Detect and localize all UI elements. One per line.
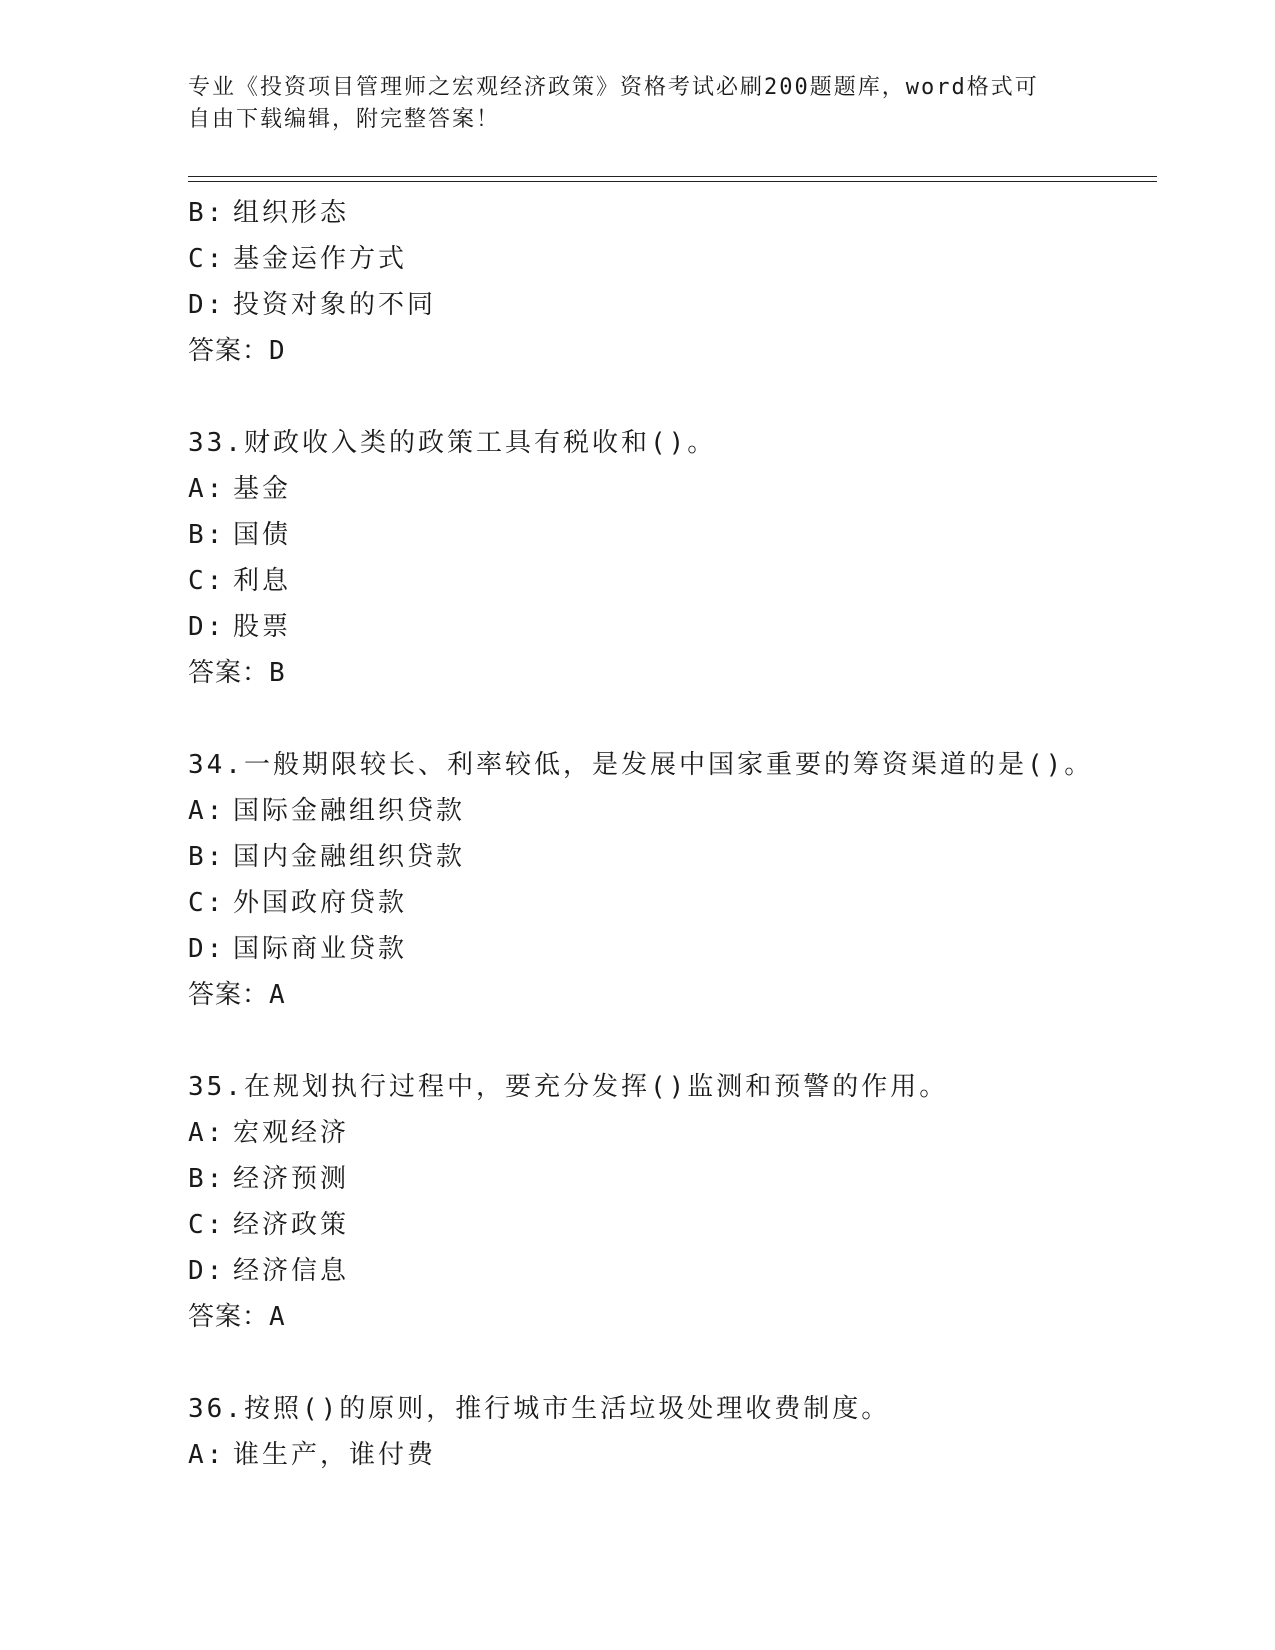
question-stem: 36.按照()的原则，推行城市生活垃圾处理收费制度。	[188, 1394, 891, 1424]
question-list	[188, 190, 1148, 1478]
option-d: D: 投资对象的不同	[188, 290, 437, 320]
option-b: B: 国内金融组织贷款	[188, 842, 466, 872]
answer-line: 答案：A	[188, 1302, 286, 1332]
header-rule-bottom	[188, 181, 1157, 182]
question-33	[188, 420, 1148, 696]
answer-line: 答案：D	[188, 336, 286, 366]
question-stem: 35.在规划执行过程中，要充分发挥()监测和预警的作用。	[188, 1072, 949, 1102]
option-c: C: 基金运作方式	[188, 244, 408, 274]
option-a: A: 国际金融组织贷款	[188, 796, 466, 826]
answer-line: 答案：B	[188, 658, 286, 688]
option-c: C: 利息	[188, 566, 292, 596]
question-stem: 34.一般期限较长、利率较低，是发展中国家重要的筹资渠道的是()。	[188, 750, 1094, 780]
option-c: C: 外国政府贷款	[188, 888, 408, 918]
option-d: D: 股票	[188, 612, 292, 642]
question-35	[188, 1064, 1148, 1340]
answer-line: 答案：A	[188, 980, 286, 1010]
question-32-continuation	[188, 190, 1148, 374]
header-line-1: 专业《投资项目管理师之宏观经济政策》资格考试必刷200题题库，word格式可	[188, 75, 1039, 100]
header-rule-top	[188, 176, 1157, 177]
option-d: D: 国际商业贷款	[188, 934, 408, 964]
question-stem: 33.财政收入类的政策工具有税收和()。	[188, 428, 717, 458]
option-a: A: 宏观经济	[188, 1118, 350, 1148]
question-36	[188, 1386, 1148, 1478]
option-b: B: 经济预测	[188, 1164, 350, 1194]
option-b: B: 国债	[188, 520, 292, 550]
option-d: D: 经济信息	[188, 1256, 350, 1286]
header-line-2: 自由下载编辑，附完整答案！	[188, 107, 501, 132]
option-c: C: 经济政策	[188, 1210, 350, 1240]
document-header	[188, 72, 1068, 136]
option-b: B: 组织形态	[188, 198, 350, 228]
question-34	[188, 742, 1148, 1018]
option-a: A: 基金	[188, 474, 292, 504]
option-a: A: 谁生产，谁付费	[188, 1440, 437, 1470]
